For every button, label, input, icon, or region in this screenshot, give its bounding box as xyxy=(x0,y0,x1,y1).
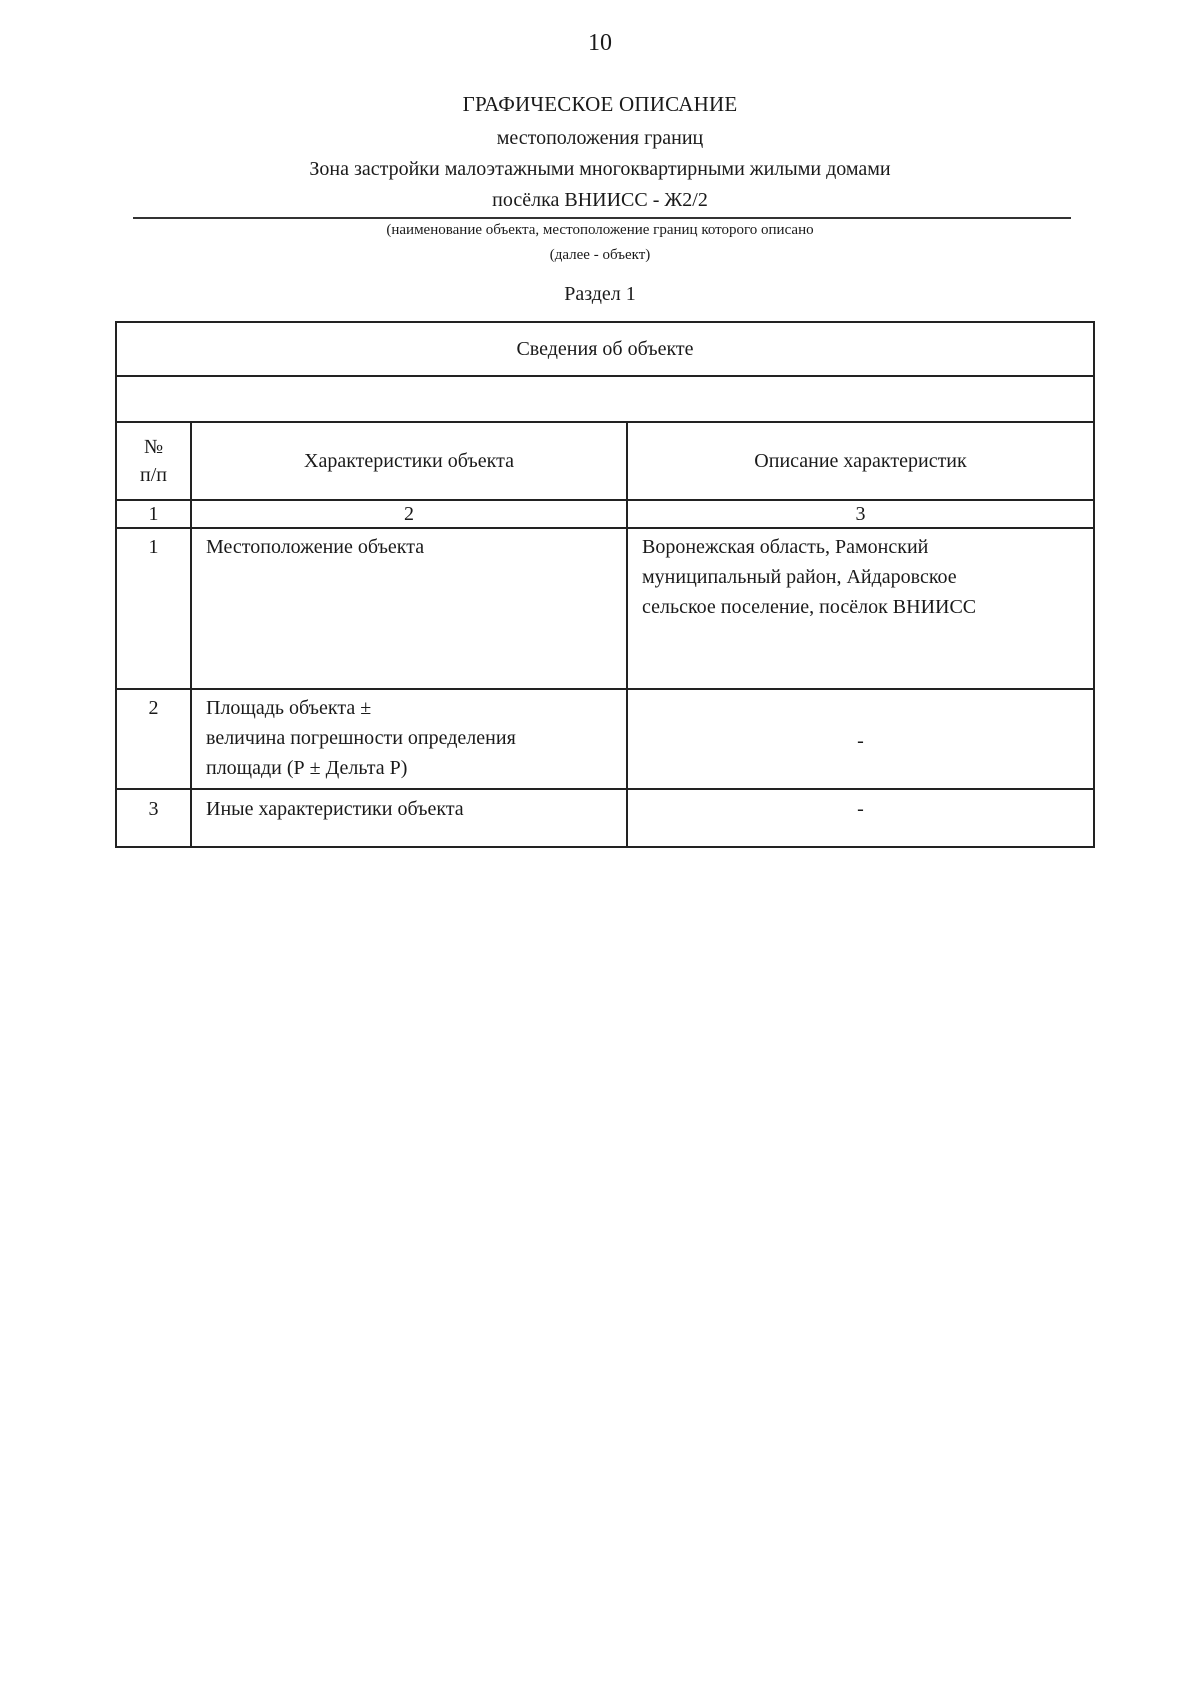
object-info-table xyxy=(115,321,1095,848)
column-header-number-line-1: № xyxy=(143,436,164,458)
table-row xyxy=(116,528,1094,689)
column-number-1: 1 xyxy=(116,500,191,528)
subtitle-line-2: Зона застройки малоэтажными многоквартирными жилыми домами xyxy=(309,158,891,180)
row-number: 3 xyxy=(116,789,191,847)
column-header-characteristics: Характеристики объекта xyxy=(191,422,627,500)
row-description: - xyxy=(627,689,1094,789)
description-line: муниципальный район, Айдаровское xyxy=(642,566,957,588)
row-description xyxy=(627,528,1094,689)
column-number-row xyxy=(116,500,1094,528)
characteristic-line: Местоположение объекта xyxy=(206,536,425,558)
description-line: Воронежская область, Рамонский xyxy=(642,536,929,558)
table-main-header: Сведения об объекте xyxy=(116,322,1094,376)
caption-line-1: (наименование объекта, местоположение границ которого описано xyxy=(386,222,814,238)
characteristic-line: площади (Р ± Дельта Р) xyxy=(206,757,408,779)
title-underline xyxy=(133,217,1071,219)
row-characteristic xyxy=(191,689,627,789)
row-number: 1 xyxy=(116,528,191,689)
characteristic-line: Иные характеристики объекта xyxy=(206,798,464,820)
column-header-description: Описание характеристик xyxy=(627,422,1094,500)
section-title: Раздел 1 xyxy=(564,283,636,305)
document-title: ГРАФИЧЕСКОЕ ОПИСАНИЕ xyxy=(462,92,738,116)
page-number: 10 xyxy=(588,30,612,56)
caption-line-2: (далее - объект) xyxy=(549,247,651,263)
row-number: 2 xyxy=(116,689,191,789)
table-row xyxy=(116,689,1094,789)
column-number-2: 2 xyxy=(191,500,627,528)
column-header-number-line-2: п/п xyxy=(140,464,167,486)
characteristic-line: величина погрешности определения xyxy=(206,727,516,749)
row-description: - xyxy=(627,789,1094,847)
subtitle-line-1: местоположения границ xyxy=(496,127,704,149)
table-empty-row xyxy=(116,376,1094,422)
table-row xyxy=(116,789,1094,847)
row-characteristic xyxy=(191,789,627,847)
subtitle-line-3: посёлка ВНИИСС - Ж2/2 xyxy=(492,189,708,211)
characteristic-line: Площадь объекта ± xyxy=(206,697,372,719)
column-header-number xyxy=(116,422,191,500)
description-line: сельское поселение, посёлок ВНИИСС xyxy=(642,596,977,618)
row-characteristic xyxy=(191,528,627,689)
column-number-3: 3 xyxy=(627,500,1094,528)
